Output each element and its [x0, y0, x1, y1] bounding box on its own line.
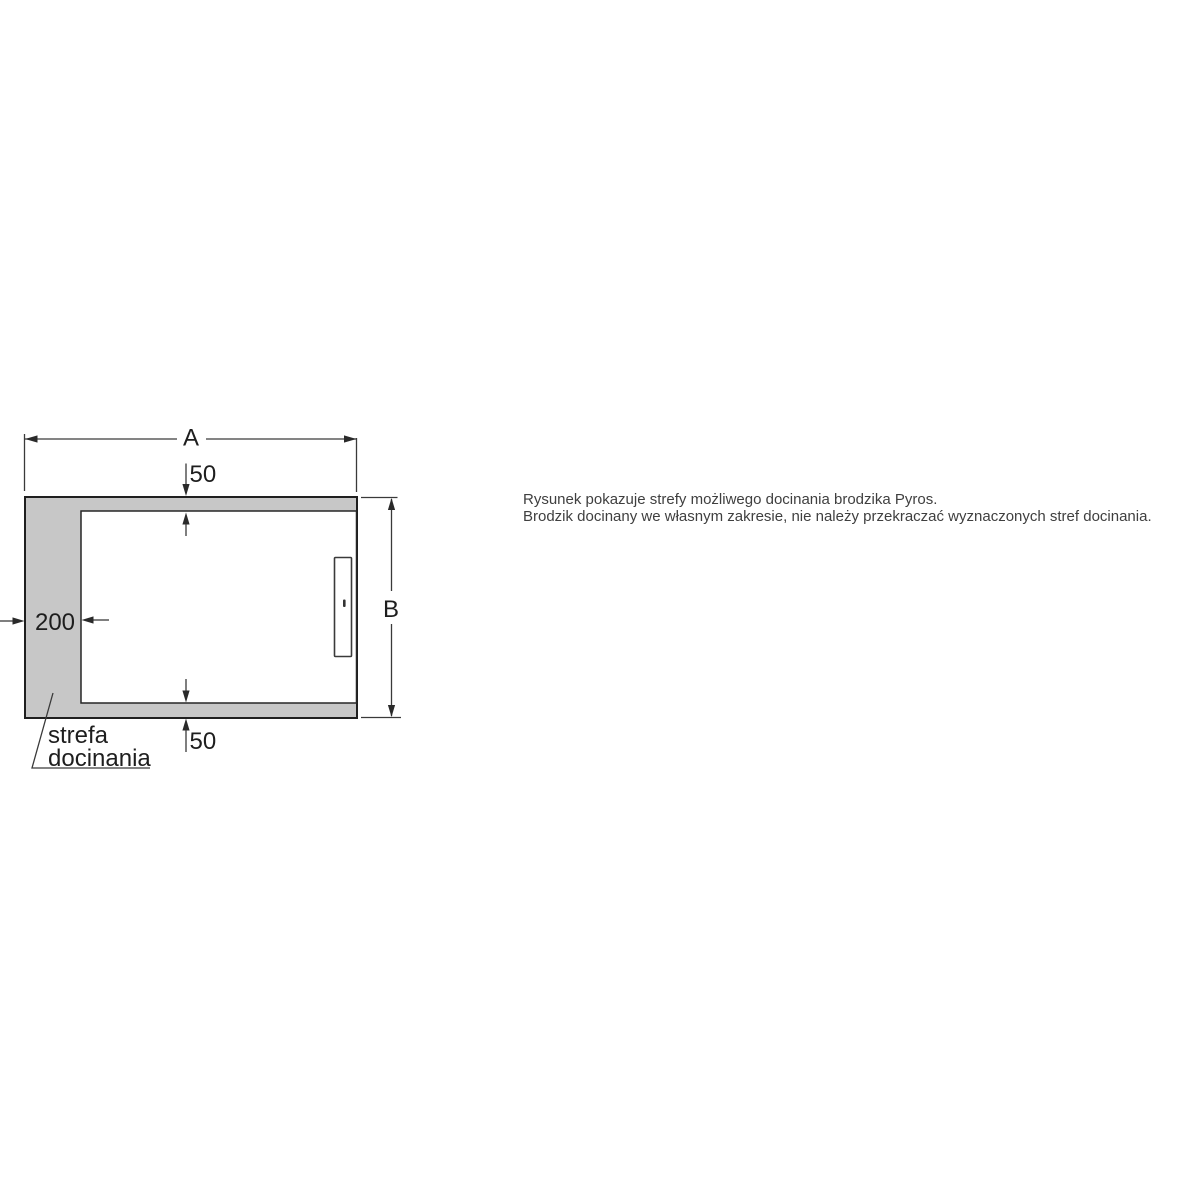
shower-tray-plan — [25, 497, 357, 718]
drain-icon — [335, 558, 352, 657]
arrow-right-icon — [344, 435, 357, 442]
dim-50-bottom-label: 50 — [189, 728, 217, 755]
arrow-left-icon — [25, 435, 38, 442]
dim-200-label: 200 — [34, 609, 76, 636]
arrow-right-icon — [13, 617, 25, 624]
dimension-b — [361, 498, 401, 718]
dim-50-top-label: 50 — [189, 461, 217, 488]
drain-slot-icon — [343, 600, 346, 608]
description-text — [523, 492, 1152, 525]
dim-b-label: B — [382, 596, 400, 623]
description-line-2: Brodzik docinany we własnym zakresie, nie należy przekraczać wyznaczonych stref docinania. — [523, 507, 1152, 525]
tray-inner-area — [81, 511, 357, 703]
zone-label-line2: docinania — [48, 745, 151, 772]
dim-a-label: A — [182, 424, 200, 452]
zone-label-line1: strefa — [48, 722, 109, 749]
arrow-down-icon — [388, 705, 395, 717]
description-line-1: Rysunek pokazuje strefy możliwego docinania brodzika Pyros. — [523, 491, 938, 508]
arrow-up-icon — [388, 498, 395, 510]
